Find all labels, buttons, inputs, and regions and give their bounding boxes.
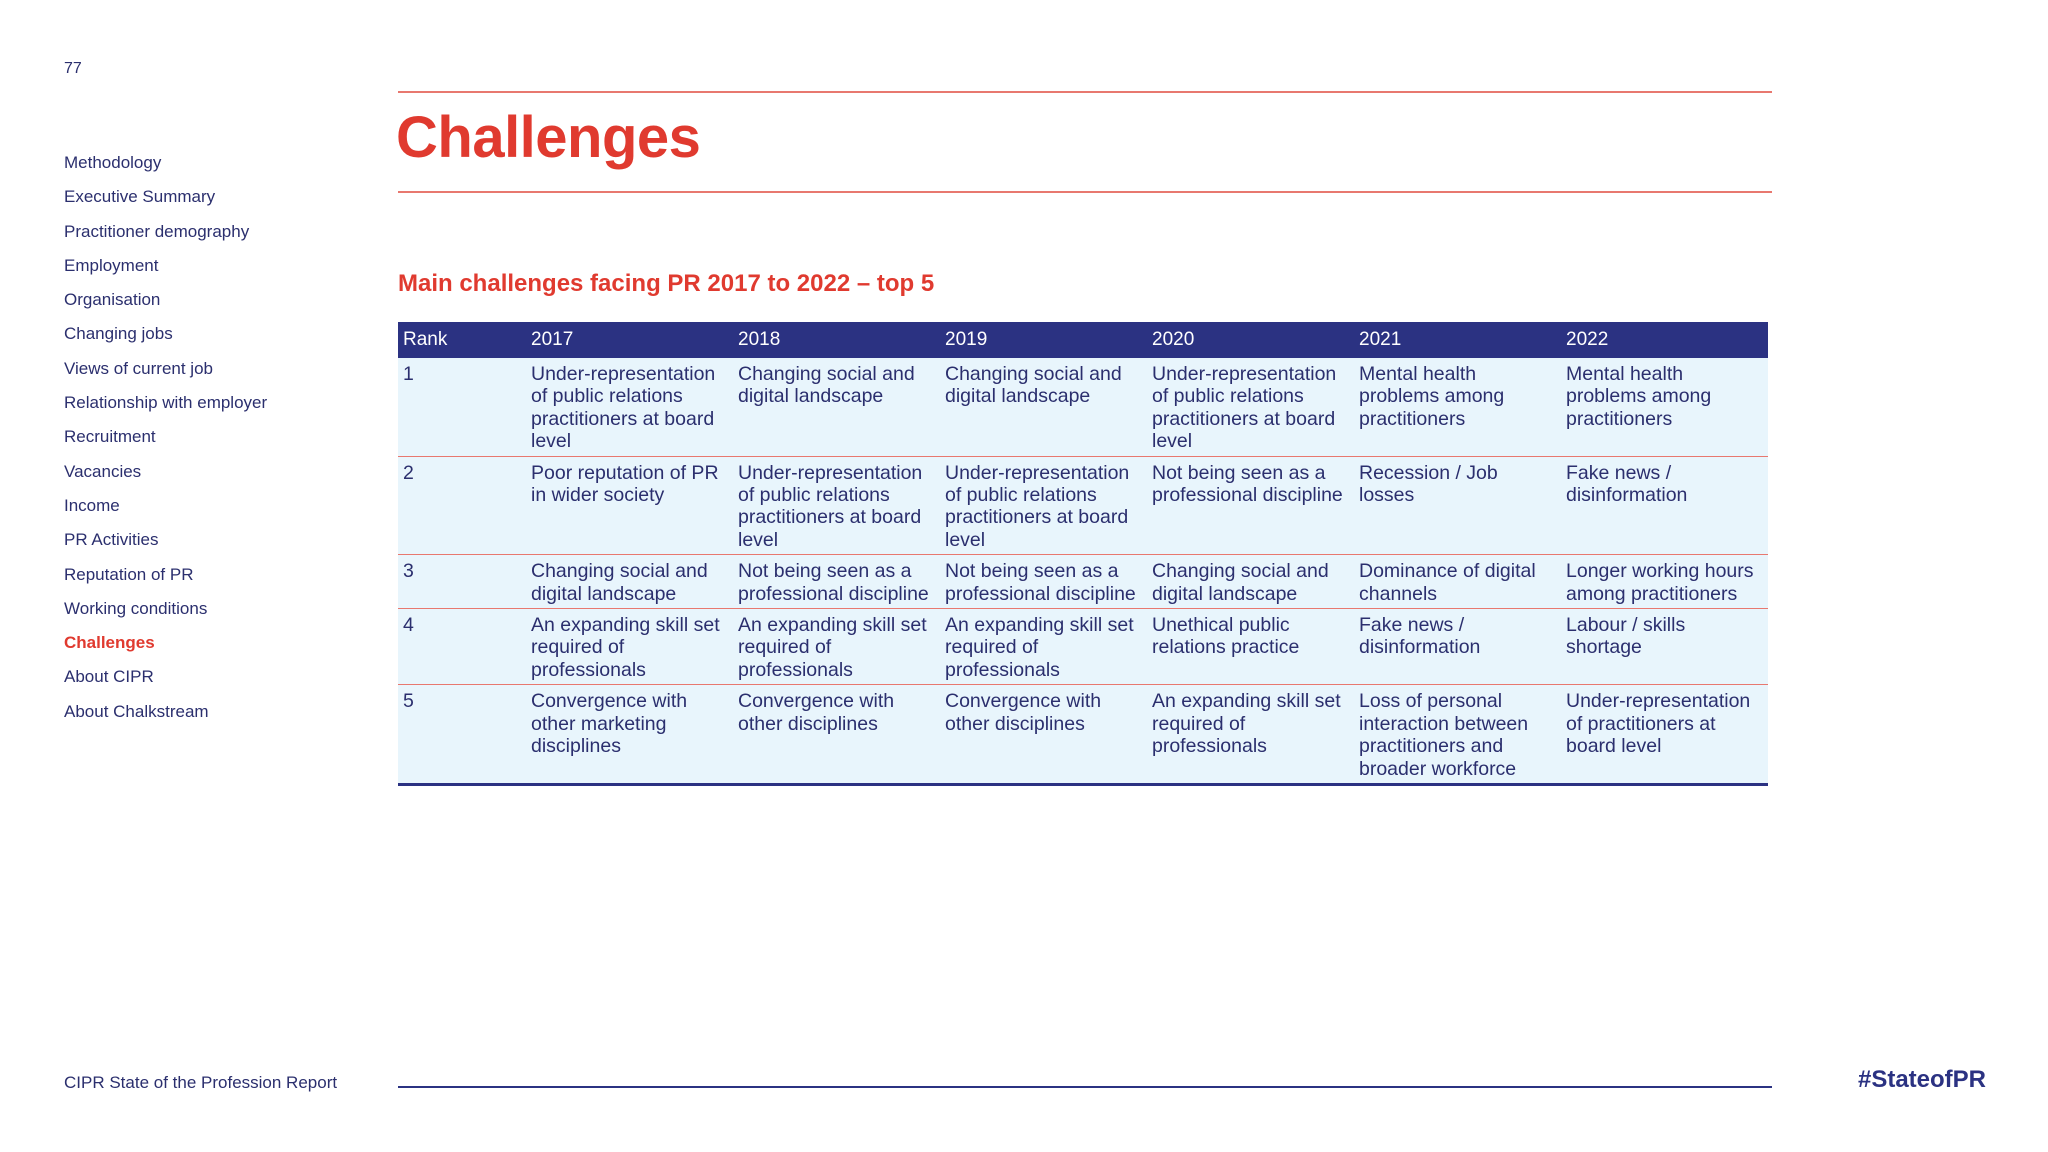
table-cell: Changing social and digital landscape <box>733 358 940 456</box>
hashtag-link[interactable]: #StateofPR <box>1857 1066 1986 1093</box>
table-header-row <box>398 322 1768 358</box>
table-cell-rank: 4 <box>398 609 526 685</box>
nav-item-executive-summary[interactable]: Executive Summary <box>64 187 216 207</box>
table-cell: Unethical public relations practice <box>1147 609 1354 685</box>
page-number: 77 <box>64 60 82 77</box>
column-header-2020: 2020 <box>1147 322 1354 358</box>
table-cell: Under-representation of public relations practitioners at board level <box>526 358 733 456</box>
table-cell-rank: 3 <box>398 555 526 609</box>
table-title: Main challenges facing PR 2017 to 2022 – top 5 <box>398 270 935 297</box>
nav-item-methodology[interactable]: Methodology <box>64 153 162 172</box>
table-cell: Under-representation of public relations practitioners at board level <box>733 456 940 555</box>
table-cell: An expanding skill set required of professionals <box>526 609 733 685</box>
table-row <box>398 555 1768 609</box>
table-row <box>398 358 1768 456</box>
nav-item-income[interactable]: Income <box>64 495 120 515</box>
table-cell: Mental health problems among practitioners <box>1561 358 1768 456</box>
column-header-2019: 2019 <box>940 322 1147 358</box>
table-cell: Recession / Job losses <box>1354 456 1561 555</box>
table-cell: Convergence with other disciplines <box>733 685 940 785</box>
column-header-2018: 2018 <box>733 322 940 358</box>
table-cell: Under-representation of public relations practitioners at board level <box>1147 358 1354 456</box>
table-cell: An expanding skill set required of professionals <box>1147 685 1354 785</box>
table-row <box>398 609 1768 685</box>
table-cell: Changing social and digital landscape <box>940 358 1147 456</box>
footer-divider <box>398 1086 1772 1088</box>
table-cell: Not being seen as a professional discipline <box>940 555 1147 609</box>
challenges-table <box>398 322 1768 786</box>
table-cell: An expanding skill set required of professionals <box>940 609 1147 685</box>
table-cell: Loss of personal interaction between practitioners and broader workforce <box>1354 685 1561 785</box>
table-cell: An expanding skill set required of professionals <box>733 609 940 685</box>
table-cell: Changing social and digital landscape <box>1147 555 1354 609</box>
nav-item-recruitment[interactable]: Recruitment <box>64 427 156 447</box>
column-header-2017: 2017 <box>526 322 733 358</box>
nav-item-about-cipr[interactable]: About CIPR <box>64 667 154 687</box>
table-cell: Fake news / disinformation <box>1561 456 1768 555</box>
title-bottom-divider <box>398 191 1772 193</box>
nav-item-practitioner-demography[interactable]: Practitioner demography <box>64 221 250 241</box>
nav-item-about-chalkstream[interactable]: About Chalkstream <box>64 701 209 721</box>
table-cell: Mental health problems among practitioners <box>1354 358 1561 456</box>
column-header-2021: 2021 <box>1354 322 1561 358</box>
table-cell: Convergence with other disciplines <box>940 685 1147 785</box>
page-title: Challenges <box>396 105 701 170</box>
table-cell: Not being seen as a professional discipline <box>733 555 940 609</box>
nav-item-organisation[interactable]: Organisation <box>64 290 161 310</box>
nav-item-challenges[interactable]: Challenges <box>64 633 155 653</box>
table-row <box>398 685 1768 785</box>
title-top-divider <box>398 91 1772 93</box>
nav-item-working-conditions[interactable]: Working conditions <box>64 598 208 618</box>
table-cell: Labour / skills shortage <box>1561 609 1768 685</box>
nav-item-employment[interactable]: Employment <box>64 255 159 275</box>
table-cell: Longer working hours among practitioners <box>1561 555 1768 609</box>
table-cell: Under-representation of practitioners at board level <box>1561 685 1768 785</box>
sidebar-nav <box>64 146 267 729</box>
nav-item-pr-activities[interactable]: PR Activities <box>64 530 159 550</box>
column-header-2022: 2022 <box>1561 322 1768 358</box>
table-cell: Under-representation of public relations practitioners at board level <box>940 456 1147 555</box>
nav-item-views-of-current-job[interactable]: Views of current job <box>64 358 213 378</box>
table-cell: Not being seen as a professional discipline <box>1147 456 1354 555</box>
table-cell: Poor reputation of PR in wider society <box>526 456 733 555</box>
table-cell: Dominance of digital channels <box>1354 555 1561 609</box>
nav-item-relationship-with-employer[interactable]: Relationship with employer <box>64 393 268 413</box>
nav-item-reputation-of-pr[interactable]: Reputation of PR <box>64 564 194 584</box>
table-cell: Convergence with other marketing disciplines <box>526 685 733 785</box>
nav-item-changing-jobs[interactable]: Changing jobs <box>64 324 173 344</box>
table-cell-rank: 1 <box>398 358 526 456</box>
table-cell-rank: 2 <box>398 456 526 555</box>
table-cell-rank: 5 <box>398 685 526 785</box>
table-cell: Fake news / disinformation <box>1354 609 1561 685</box>
table-cell: Changing social and digital landscape <box>526 555 733 609</box>
column-header-rank: Rank <box>398 322 526 358</box>
footer-report-name: CIPR State of the Profession Report <box>64 1073 338 1092</box>
nav-item-vacancies[interactable]: Vacancies <box>64 461 142 481</box>
table-row <box>398 456 1768 555</box>
